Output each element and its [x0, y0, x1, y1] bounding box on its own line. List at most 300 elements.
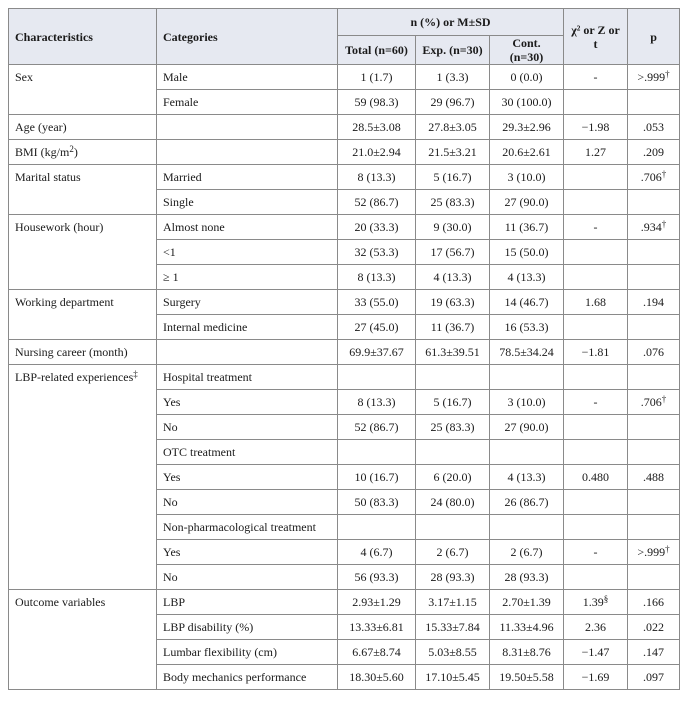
stat-value: 0.480 — [582, 470, 610, 484]
p-value: >.999 — [637, 545, 666, 559]
cell-stat — [564, 665, 628, 690]
cell-category — [157, 265, 338, 290]
total-value: 52 (86.7) — [354, 195, 399, 209]
cell-p — [628, 490, 680, 515]
stat-value: −1.69 — [581, 670, 610, 684]
header-p: p — [628, 9, 680, 65]
category-label: No — [163, 420, 178, 434]
cell-exp — [416, 640, 490, 665]
cell-stat — [564, 640, 628, 665]
category-label: ≥ 1 — [163, 270, 179, 284]
cell-characteristic — [9, 290, 157, 340]
cell-characteristic — [9, 590, 157, 690]
total-value: 8 (13.3) — [357, 270, 396, 284]
table-row — [9, 215, 680, 240]
p-value: .488 — [643, 470, 665, 484]
characteristic-label: Age (year) — [15, 120, 67, 134]
cell-total — [338, 415, 416, 440]
characteristic-tail: ) — [73, 145, 78, 159]
cont-value: 19.50±5.58 — [499, 670, 554, 684]
category-label: No — [163, 570, 178, 584]
cell-cont — [490, 390, 564, 415]
exp-value: 19 (63.3) — [430, 295, 475, 309]
cell-exp — [416, 490, 490, 515]
cell-total — [338, 240, 416, 265]
cont-value: 26 (86.7) — [504, 495, 549, 509]
cell-cont — [490, 615, 564, 640]
category-label: LBP — [163, 595, 186, 609]
cell-p — [628, 290, 680, 315]
stat-value: 1.39 — [582, 595, 604, 609]
header-exp: Exp. (n=30) — [416, 36, 490, 65]
cell-p — [628, 215, 680, 240]
cell-p — [628, 265, 680, 290]
cell-category — [157, 390, 338, 415]
cell-cont — [490, 215, 564, 240]
exp-value: 5 (16.7) — [433, 395, 472, 409]
cell-p — [628, 415, 680, 440]
cell-category — [157, 115, 338, 140]
characteristic-label: Sex — [15, 70, 33, 84]
cell-total — [338, 665, 416, 690]
p-sup: † — [665, 69, 670, 79]
characteristic-label: Housework (hour) — [15, 220, 104, 234]
exp-value: 28 (93.3) — [430, 570, 475, 584]
category-label: Non-pharmacological treatment — [163, 520, 316, 534]
cell-p — [628, 390, 680, 415]
total-value: 10 (16.7) — [354, 470, 399, 484]
cell-p — [628, 640, 680, 665]
cell-category — [157, 565, 338, 590]
cell-cont — [490, 115, 564, 140]
cell-cont — [490, 565, 564, 590]
exp-value: 61.3±39.51 — [425, 345, 480, 359]
table-row — [9, 340, 680, 365]
table-row — [9, 290, 680, 315]
cont-value: 27 (90.0) — [504, 195, 549, 209]
exp-value: 24 (80.0) — [430, 495, 475, 509]
cell-stat — [564, 190, 628, 215]
cont-value: 4 (13.3) — [507, 470, 546, 484]
cell-exp — [416, 365, 490, 390]
cell-category — [157, 640, 338, 665]
cell-category — [157, 490, 338, 515]
cell-cont — [490, 265, 564, 290]
p-value: >.999 — [637, 70, 666, 84]
characteristic-label: BMI (kg/m — [15, 145, 70, 159]
cont-value: 27 (90.0) — [504, 420, 549, 434]
total-value: 52 (86.7) — [354, 420, 399, 434]
exp-value: 5.03±8.55 — [428, 645, 477, 659]
stat-value: −1.98 — [581, 120, 610, 134]
cell-p — [628, 365, 680, 390]
exp-value: 21.5±3.21 — [428, 145, 477, 159]
cell-characteristic — [9, 215, 157, 290]
cell-p — [628, 115, 680, 140]
total-value: 18.30±5.60 — [349, 670, 404, 684]
category-label: Yes — [163, 470, 181, 484]
cell-cont — [490, 190, 564, 215]
table-row — [9, 365, 680, 390]
cell-total — [338, 290, 416, 315]
p-sup: † — [661, 169, 667, 179]
exp-value: 25 (83.3) — [430, 195, 475, 209]
cell-total — [338, 65, 416, 90]
cont-value: 16 (53.3) — [504, 320, 549, 334]
category-label: Male — [163, 70, 188, 84]
cell-stat — [564, 615, 628, 640]
p-value: .076 — [643, 345, 665, 359]
cell-total — [338, 490, 416, 515]
table-row — [9, 590, 680, 615]
cell-total — [338, 90, 416, 115]
cell-p — [628, 515, 680, 540]
characteristic-label: Nursing career (month) — [15, 345, 128, 359]
stat-value: - — [593, 220, 598, 234]
exp-value: 27.8±3.05 — [428, 120, 477, 134]
cell-total — [338, 215, 416, 240]
category-label: Yes — [163, 545, 181, 559]
cell-category — [157, 190, 338, 215]
total-value: 6.67±8.74 — [352, 645, 401, 659]
cell-category — [157, 240, 338, 265]
cell-exp — [416, 465, 490, 490]
total-value: 50 (83.3) — [354, 495, 399, 509]
cell-stat — [564, 140, 628, 165]
total-value: 28.5±3.08 — [352, 120, 401, 134]
cell-p — [628, 340, 680, 365]
cell-p — [628, 615, 680, 640]
cell-cont — [490, 140, 564, 165]
cell-stat — [564, 590, 628, 615]
cell-category — [157, 165, 338, 190]
cell-cont — [490, 340, 564, 365]
cell-stat — [564, 165, 628, 190]
cell-exp — [416, 240, 490, 265]
total-value: 32 (53.3) — [354, 245, 399, 259]
cell-cont — [490, 315, 564, 340]
cell-stat — [564, 565, 628, 590]
cell-p — [628, 315, 680, 340]
stat-value: 2.36 — [585, 620, 607, 634]
cell-exp — [416, 415, 490, 440]
cell-exp — [416, 515, 490, 540]
cell-stat — [564, 90, 628, 115]
cell-category — [157, 90, 338, 115]
cell-category — [157, 315, 338, 340]
cell-total — [338, 440, 416, 465]
cont-value: 11.33±4.96 — [499, 620, 554, 634]
p-sup: † — [665, 544, 670, 554]
cell-exp — [416, 140, 490, 165]
cell-characteristic — [9, 140, 157, 165]
cont-value: 11 (36.7) — [504, 220, 549, 234]
cell-category — [157, 540, 338, 565]
cell-total — [338, 615, 416, 640]
cell-exp — [416, 615, 490, 640]
cell-characteristic — [9, 340, 157, 365]
p-value: .706 — [640, 170, 662, 184]
characteristic-sup: 2 — [69, 144, 74, 154]
cell-characteristic — [9, 65, 157, 115]
category-label: Almost none — [163, 220, 225, 234]
cell-total — [338, 190, 416, 215]
cell-cont — [490, 165, 564, 190]
category-label: <1 — [163, 245, 176, 259]
cell-characteristic — [9, 115, 157, 140]
header-group: n (%) or M±SD — [338, 9, 564, 36]
cell-p — [628, 165, 680, 190]
category-label: Body mechanics performance — [163, 670, 307, 684]
cell-cont — [490, 465, 564, 490]
exp-value: 25 (83.3) — [430, 420, 475, 434]
category-label: No — [163, 495, 178, 509]
p-value: .934 — [640, 220, 662, 234]
cell-total — [338, 340, 416, 365]
category-label: Married — [163, 170, 202, 184]
cont-value: 8.31±8.76 — [502, 645, 551, 659]
cell-total — [338, 640, 416, 665]
p-sup: † — [661, 219, 667, 229]
cell-stat — [564, 490, 628, 515]
cell-exp — [416, 290, 490, 315]
cell-characteristic — [9, 365, 157, 590]
stat-value: −1.47 — [581, 645, 610, 659]
cell-total — [338, 390, 416, 415]
cont-value: 30 (100.0) — [501, 95, 552, 109]
cell-cont — [490, 415, 564, 440]
cell-total — [338, 115, 416, 140]
table-row — [9, 65, 680, 90]
cont-value: 3 (10.0) — [507, 395, 546, 409]
total-value: 27 (45.0) — [354, 320, 399, 334]
total-value: 33 (55.0) — [354, 295, 399, 309]
stat-value: 1.27 — [585, 145, 607, 159]
cell-characteristic — [9, 165, 157, 215]
cell-cont — [490, 290, 564, 315]
cont-value: 3 (10.0) — [507, 170, 546, 184]
cell-exp — [416, 265, 490, 290]
cell-exp — [416, 440, 490, 465]
cell-exp — [416, 340, 490, 365]
cell-total — [338, 365, 416, 390]
cell-cont — [490, 665, 564, 690]
header-cont: Cont. (n=30) — [490, 36, 564, 65]
cell-cont — [490, 440, 564, 465]
cell-exp — [416, 90, 490, 115]
cont-value: 78.5±34.24 — [499, 345, 554, 359]
table-body — [9, 65, 680, 690]
stat-value: - — [593, 70, 598, 84]
cell-cont — [490, 490, 564, 515]
cell-exp — [416, 165, 490, 190]
cell-exp — [416, 590, 490, 615]
cell-category — [157, 615, 338, 640]
header-total: Total (n=60) — [338, 36, 416, 65]
cell-category — [157, 415, 338, 440]
cell-category — [157, 590, 338, 615]
total-value: 8 (13.3) — [357, 170, 396, 184]
category-label: Female — [163, 95, 199, 109]
category-label: LBP disability (%) — [163, 620, 254, 634]
stat-value: −1.81 — [581, 345, 610, 359]
characteristics-table — [8, 8, 680, 690]
cell-stat — [564, 240, 628, 265]
exp-value: 4 (13.3) — [433, 270, 472, 284]
p-value: .209 — [643, 145, 665, 159]
cell-total — [338, 140, 416, 165]
cell-cont — [490, 540, 564, 565]
p-value: .706 — [640, 395, 662, 409]
cell-exp — [416, 540, 490, 565]
cell-cont — [490, 65, 564, 90]
cell-stat — [564, 515, 628, 540]
p-value: .194 — [643, 295, 665, 309]
cell-p — [628, 90, 680, 115]
cell-cont — [490, 365, 564, 390]
cell-cont — [490, 640, 564, 665]
table-row — [9, 165, 680, 190]
cell-p — [628, 190, 680, 215]
total-value: 8 (13.3) — [357, 395, 396, 409]
characteristic-label: Marital status — [15, 170, 81, 184]
stat-value: - — [593, 395, 598, 409]
p-value: .053 — [643, 120, 665, 134]
cont-value: 0 (0.0) — [510, 70, 543, 84]
cell-exp — [416, 665, 490, 690]
cont-value: 28 (93.3) — [504, 570, 549, 584]
header-characteristics: Characteristics — [9, 9, 157, 65]
cell-stat — [564, 415, 628, 440]
cell-category — [157, 65, 338, 90]
exp-value: 11 (36.7) — [430, 320, 475, 334]
exp-value: 3.17±1.15 — [428, 595, 477, 609]
cell-cont — [490, 590, 564, 615]
cell-stat — [564, 65, 628, 90]
cell-exp — [416, 190, 490, 215]
cell-stat — [564, 440, 628, 465]
cell-stat — [564, 390, 628, 415]
cell-category — [157, 215, 338, 240]
category-label: Surgery — [163, 295, 201, 309]
header-stat: χ² or Z or t — [564, 9, 628, 65]
cell-stat — [564, 340, 628, 365]
exp-value: 9 (30.0) — [433, 220, 472, 234]
cell-stat — [564, 290, 628, 315]
characteristic-sup: ‡ — [133, 369, 138, 379]
cell-total — [338, 315, 416, 340]
total-value: 4 (6.7) — [360, 545, 393, 559]
cell-category — [157, 290, 338, 315]
exp-value: 17.10±5.45 — [425, 670, 480, 684]
exp-value: 15.33±7.84 — [425, 620, 480, 634]
cell-total — [338, 540, 416, 565]
exp-value: 2 (6.7) — [436, 545, 469, 559]
cell-p — [628, 665, 680, 690]
total-value: 2.93±1.29 — [352, 595, 401, 609]
header-categories: Categories — [157, 9, 338, 65]
cell-exp — [416, 315, 490, 340]
cell-total — [338, 590, 416, 615]
stat-value: 1.68 — [585, 295, 607, 309]
cell-cont — [490, 90, 564, 115]
total-value: 69.9±37.67 — [349, 345, 404, 359]
cell-category — [157, 340, 338, 365]
category-label: Hospital treatment — [163, 370, 252, 384]
characteristic-label: LBP-related experiences — [15, 370, 134, 384]
cell-category — [157, 465, 338, 490]
p-value: .166 — [643, 595, 665, 609]
p-value: .147 — [643, 645, 665, 659]
cont-value: 2.70±1.39 — [502, 595, 551, 609]
exp-value: 1 (3.3) — [436, 70, 469, 84]
cont-value: 2 (6.7) — [510, 545, 543, 559]
category-label: Internal medicine — [163, 320, 248, 334]
cont-value: 14 (46.7) — [504, 295, 549, 309]
cell-stat — [564, 365, 628, 390]
stat-sup: § — [603, 594, 609, 604]
category-label: Single — [163, 195, 194, 209]
cont-value: 4 (13.3) — [507, 270, 546, 284]
exp-value: 6 (20.0) — [433, 470, 472, 484]
cont-value: 15 (50.0) — [504, 245, 549, 259]
cell-stat — [564, 215, 628, 240]
cell-stat — [564, 115, 628, 140]
cell-total — [338, 515, 416, 540]
cell-p — [628, 540, 680, 565]
table-row — [9, 140, 680, 165]
cell-stat — [564, 315, 628, 340]
cell-exp — [416, 215, 490, 240]
category-label: Yes — [163, 395, 181, 409]
cell-category — [157, 515, 338, 540]
cell-total — [338, 165, 416, 190]
cell-total — [338, 565, 416, 590]
exp-value: 17 (56.7) — [430, 245, 475, 259]
cell-p — [628, 140, 680, 165]
cell-exp — [416, 565, 490, 590]
cell-p — [628, 240, 680, 265]
stat-value: - — [593, 545, 598, 559]
cell-p — [628, 440, 680, 465]
category-label: Lumbar flexibility (cm) — [163, 645, 277, 659]
exp-value: 5 (16.7) — [433, 170, 472, 184]
table-row — [9, 115, 680, 140]
cell-p — [628, 590, 680, 615]
exp-value: 29 (96.7) — [430, 95, 475, 109]
p-sup: † — [661, 394, 667, 404]
cell-cont — [490, 240, 564, 265]
cont-value: 20.6±2.61 — [502, 145, 551, 159]
total-value: 20 (33.3) — [354, 220, 399, 234]
category-label: OTC treatment — [163, 445, 236, 459]
cell-category — [157, 440, 338, 465]
total-value: 13.33±6.81 — [349, 620, 404, 634]
cell-p — [628, 65, 680, 90]
cell-p — [628, 565, 680, 590]
total-value: 1 (1.7) — [360, 70, 393, 84]
cell-cont — [490, 515, 564, 540]
cell-exp — [416, 115, 490, 140]
cell-stat — [564, 265, 628, 290]
cell-category — [157, 665, 338, 690]
cell-total — [338, 265, 416, 290]
total-value: 21.0±2.94 — [352, 145, 401, 159]
cell-category — [157, 365, 338, 390]
cell-stat — [564, 465, 628, 490]
total-value: 59 (98.3) — [354, 95, 399, 109]
total-value: 56 (93.3) — [354, 570, 399, 584]
